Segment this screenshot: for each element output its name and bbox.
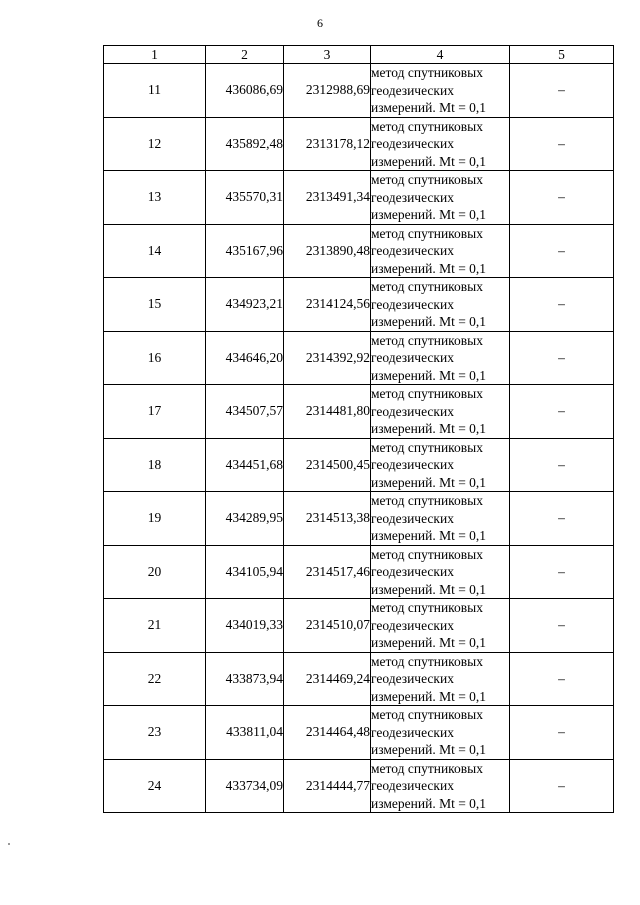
- method-line: измерений. Mt = 0,1: [371, 528, 487, 543]
- note-cell: –: [510, 224, 614, 278]
- coordinate-y: 2312988,69: [284, 64, 371, 118]
- table-row: [104, 278, 614, 332]
- method-line: геодезических: [371, 243, 454, 258]
- table-row: [104, 385, 614, 439]
- method-line: метод спутниковых: [371, 225, 483, 241]
- method-line: метод спутниковых: [371, 118, 483, 134]
- coordinate-x: 433811,04: [206, 706, 284, 760]
- coordinate-y: 2314481,80: [284, 385, 371, 439]
- coordinate-y: 2314444,77: [284, 759, 371, 813]
- method-line: измерений. Mt = 0,1: [371, 314, 487, 329]
- method-line: метод спутниковых: [371, 493, 483, 508]
- note-cell: –: [510, 171, 614, 225]
- method-description: [371, 706, 510, 760]
- coordinate-x: 433873,94: [206, 652, 284, 706]
- method-line: измерений. Mt = 0,1: [371, 100, 487, 115]
- coordinate-y: 2313178,12: [284, 117, 371, 171]
- point-number: 18: [104, 438, 206, 492]
- method-line: метод спутниковых: [371, 653, 483, 669]
- table-header-row: [104, 46, 614, 64]
- method-line: метод спутниковых: [371, 760, 483, 776]
- coordinate-y: 2313491,34: [284, 171, 371, 225]
- method-line: геодезических: [371, 457, 454, 472]
- note-cell: –: [510, 545, 614, 599]
- method-description: [371, 492, 510, 546]
- method-line: метод спутниковых: [371, 65, 483, 80]
- table-row: [104, 331, 614, 385]
- method-line: геодезических: [371, 296, 454, 312]
- method-description: [371, 438, 510, 492]
- note-cell: –: [510, 652, 614, 706]
- method-line: геодезических: [371, 403, 454, 419]
- coordinate-y: 2314464,48: [284, 706, 371, 760]
- method-line: геодезических: [371, 189, 454, 205]
- table-row: [104, 652, 614, 706]
- method-line: измерений. Mt = 0,1: [371, 688, 487, 704]
- table-row: [104, 171, 614, 225]
- coordinate-x: 434451,68: [206, 438, 284, 492]
- method-line: геодезических: [371, 136, 454, 151]
- method-line: метод спутниковых: [371, 439, 483, 455]
- table-row: [104, 117, 614, 171]
- method-line: измерений. Mt = 0,1: [371, 207, 487, 222]
- point-number: 23: [104, 706, 206, 760]
- method-line: измерений. Mt = 0,1: [371, 795, 487, 811]
- method-line: геодезических: [371, 617, 454, 633]
- table-row: [104, 759, 614, 813]
- method-line: измерений. Mt = 0,1: [371, 421, 487, 436]
- coordinate-y: 2314510,07: [284, 599, 371, 653]
- coordinate-y: 2314517,46: [284, 545, 371, 599]
- point-number: 22: [104, 652, 206, 706]
- method-description: [371, 171, 510, 225]
- method-description: [371, 224, 510, 278]
- table-row: [104, 224, 614, 278]
- point-number: 24: [104, 759, 206, 813]
- coordinate-x: 434105,94: [206, 545, 284, 599]
- coordinate-y: 2313890,48: [284, 224, 371, 278]
- coordinate-y: 2314513,38: [284, 492, 371, 546]
- coordinate-y: 2314500,45: [284, 438, 371, 492]
- method-description: [371, 385, 510, 439]
- point-number: 21: [104, 599, 206, 653]
- method-line: метод спутниковых: [371, 600, 483, 615]
- coordinate-x: 436086,69: [206, 64, 284, 118]
- point-number: 12: [104, 117, 206, 171]
- header-cell-4: 4: [371, 46, 510, 64]
- method-line: геодезических: [371, 724, 454, 740]
- method-line: метод спутниковых: [371, 172, 483, 187]
- table-row: [104, 599, 614, 653]
- method-line: метод спутниковых: [371, 707, 483, 722]
- coordinate-x: 434507,57: [206, 385, 284, 439]
- note-cell: –: [510, 492, 614, 546]
- method-description: [371, 64, 510, 118]
- header-cell-2: 2: [206, 46, 284, 64]
- method-description: [371, 545, 510, 599]
- method-line: метод спутниковых: [371, 332, 483, 348]
- point-number: 11: [104, 64, 206, 118]
- point-number: 13: [104, 171, 206, 225]
- header-cell-3: 3: [284, 46, 371, 64]
- table-row: [104, 492, 614, 546]
- coordinate-y: 2314124,56: [284, 278, 371, 332]
- scan-speck: [8, 843, 10, 845]
- method-description: [371, 278, 510, 332]
- method-line: геодезических: [371, 350, 454, 365]
- note-cell: –: [510, 438, 614, 492]
- coordinate-x: 434289,95: [206, 492, 284, 546]
- method-line: геодезических: [371, 778, 454, 793]
- page-number: 6: [317, 16, 323, 30]
- table-row: [104, 706, 614, 760]
- point-number: 19: [104, 492, 206, 546]
- coordinate-y: 2314469,24: [284, 652, 371, 706]
- coordinate-x: 435570,31: [206, 171, 284, 225]
- point-number: 17: [104, 385, 206, 439]
- method-line: геодезических: [371, 82, 454, 98]
- table-row: [104, 545, 614, 599]
- note-cell: –: [510, 331, 614, 385]
- note-cell: –: [510, 385, 614, 439]
- note-cell: –: [510, 64, 614, 118]
- method-line: измерений. Mt = 0,1: [371, 474, 487, 490]
- method-description: [371, 599, 510, 653]
- method-line: измерений. Mt = 0,1: [371, 742, 487, 757]
- method-description: [371, 759, 510, 813]
- point-number: 16: [104, 331, 206, 385]
- coordinate-x: 434646,20: [206, 331, 284, 385]
- method-line: геодезических: [371, 671, 454, 686]
- header-cell-1: 1: [104, 46, 206, 64]
- coordinate-x: 433734,09: [206, 759, 284, 813]
- method-description: [371, 652, 510, 706]
- note-cell: –: [510, 599, 614, 653]
- method-line: измерений. Mt = 0,1: [371, 367, 487, 383]
- point-number: 15: [104, 278, 206, 332]
- method-line: метод спутниковых: [371, 546, 483, 562]
- note-cell: –: [510, 759, 614, 813]
- coordinate-x: 434923,21: [206, 278, 284, 332]
- coordinate-y: 2314392,92: [284, 331, 371, 385]
- note-cell: –: [510, 706, 614, 760]
- coordinates-table: [103, 45, 614, 813]
- method-line: измерений. Mt = 0,1: [371, 260, 487, 276]
- method-description: [371, 331, 510, 385]
- coordinate-x: 435892,48: [206, 117, 284, 171]
- method-line: измерений. Mt = 0,1: [371, 153, 487, 169]
- point-number: 14: [104, 224, 206, 278]
- method-line: измерений. Mt = 0,1: [371, 635, 487, 650]
- coordinate-x: 435167,96: [206, 224, 284, 278]
- header-cell-5: 5: [510, 46, 614, 64]
- method-line: метод спутниковых: [371, 386, 483, 401]
- table-row: [104, 64, 614, 118]
- method-line: измерений. Mt = 0,1: [371, 581, 487, 597]
- note-cell: –: [510, 278, 614, 332]
- table-row: [104, 438, 614, 492]
- method-line: метод спутниковых: [371, 279, 483, 294]
- note-cell: –: [510, 117, 614, 171]
- coordinate-x: 434019,33: [206, 599, 284, 653]
- method-description: [371, 117, 510, 171]
- method-line: геодезических: [371, 510, 454, 526]
- point-number: 20: [104, 545, 206, 599]
- method-line: геодезических: [371, 564, 454, 579]
